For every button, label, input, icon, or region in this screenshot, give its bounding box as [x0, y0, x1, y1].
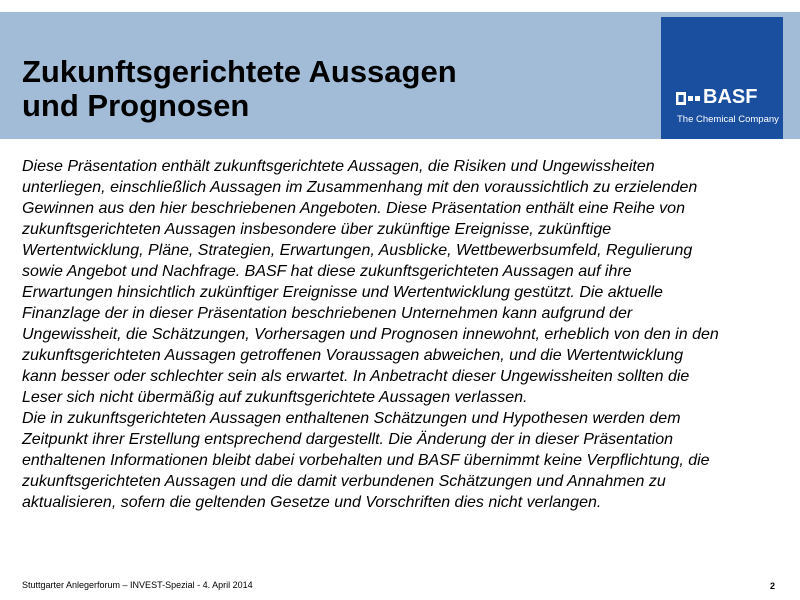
disclaimer-text — [22, 156, 722, 513]
paragraph-1: Diese Präsentation enthält zukunftsgerichtete Aussagen, die Risiken und Ungewissheiten unterliegen, einschließlich Aussagen im Zusammenhang mit den voraussichtlich zu erzielenden Gewinnen aus den hier beschriebenen Angeboten. Diese Präsentation enthält eine Reihe von zukunftsgerichteten Aussagen insbesondere über zukünftige Ereignisse, zukünftige Wertentwicklung, Pläne, Strategien, Erwartungen, Ausblicke, Wettbewerbsumfeld, Regulierung sowie Angebot und Nachfrage. BASF hat diese zukunftsgerichteten Aussagen auf ihre Erwartungen hinsichtlich zukünftiger Ereignisse und Wertentwicklung gestützt. Die aktuelle Finanzlage der in dieser Präsentation beschriebenen Unternehmen kann aufgrund der Ungewissheit, die Schätzungen, Vorhersagen und Prognosen innewohnt, erheblich von den in den zukunftsgerichteten Aussagen getroffenen Voraussagen abweichen, und die Wertentwicklung kann besser oder schlechter sein als erwartet. In Anbetracht dieser Ungewissheiten sollten die Leser sich nicht übermäßig auf zukunftsgerichtete Aussagen verlassen. — [22, 158, 719, 406]
paragraph-2: Die in zukunftsgerichteten Aussagen enthaltenen Schätzungen und Hypothesen werden dem Zeitpunkt ihrer Erstellung entsprechend dargestellt. Die Änderung der in dieser Präsentation enthaltenen Informationen bleibt dabei vorbehalten und BASF übernimmt keine Verpflichtung, die zukunftsgerichteten Aussagen und die damit verbundenen Schätzungen und Annahmen zu aktualisieren, sofern die geltenden Gesetze und Vorschriften dies nicht verlangen. — [22, 410, 710, 511]
basf-logo-mark-icon — [676, 92, 700, 105]
page-title — [22, 55, 642, 123]
title-line-1: Zukunftsgerichtete Aussagen — [22, 54, 457, 89]
logo-wordmark: BASF — [703, 86, 758, 108]
basf-logo — [661, 17, 783, 139]
header-top-strip — [0, 0, 800, 12]
page-number: 2 — [770, 581, 776, 591]
title-line-2: und Prognosen — [22, 88, 250, 123]
footer-event: Stuttgarter Anlegerforum – INVEST-Spezial - 4. April 2014 — [22, 580, 253, 590]
logo-subtitle: The Chemical Company — [677, 114, 779, 125]
